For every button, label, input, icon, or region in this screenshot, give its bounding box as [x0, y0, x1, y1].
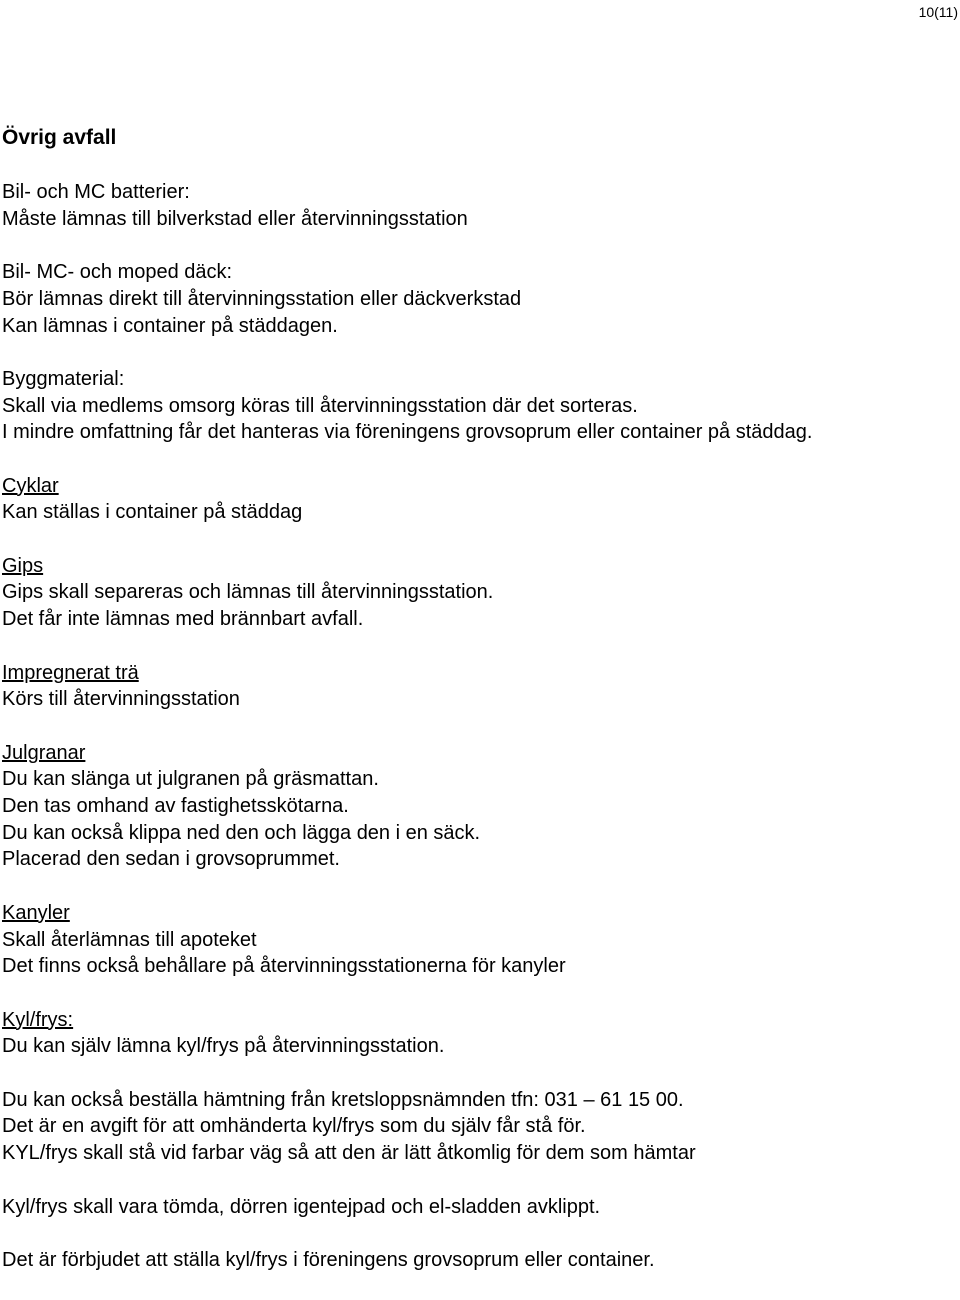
section-heading: Gips — [2, 554, 44, 577]
section — [2, 179, 952, 232]
section-line: Placerad den sedan i grovsoprummet. — [2, 848, 340, 871]
document-body — [2, 124, 952, 1300]
section-line: Du kan också klippa ned den och lägga den i en säck. — [2, 821, 481, 844]
section-line: Du kan slänga ut julgranen på gräsmattan. — [2, 768, 379, 791]
section — [2, 473, 952, 526]
section-line: Det finns också behållare på återvinningsstationerna för kanyler — [2, 955, 566, 978]
section — [2, 1087, 952, 1167]
section-line: Gips skall separeras och lämnas till återvinningsstation. — [2, 581, 494, 604]
section-line: Du kan också beställa hämtning från kretsloppsnämnden tfn: 031 – 61 15 00. — [2, 1088, 684, 1111]
section-line: Skall återlämnas till apoteket — [2, 928, 257, 951]
section-line: Körs till återvinningsstation — [2, 688, 240, 711]
section-heading: Cyklar — [2, 474, 59, 497]
section — [2, 900, 952, 980]
section-line: Du kan själv lämna kyl/frys på återvinningsstation. — [2, 1035, 445, 1058]
section-line: Det är en avgift för att omhänderta kyl/frys som du själv får stå för. — [2, 1115, 586, 1138]
section — [2, 660, 952, 713]
section-line: I mindre omfattning får det hanteras via föreningens grovsoprum eller container på städdag. — [2, 421, 813, 444]
page-number: 10(11) — [918, 4, 958, 20]
section-line: Det får inte lämnas med brännbart avfall. — [2, 608, 364, 631]
section-line: Kan lämnas i container på städdagen. — [2, 314, 338, 337]
section-heading: Kyl/frys: — [2, 1008, 74, 1031]
section-heading: Bil- och MC batterier: — [2, 181, 190, 203]
section — [2, 1247, 952, 1274]
section — [2, 1194, 952, 1221]
section — [2, 740, 952, 874]
document-title: Övrig avfall — [2, 126, 117, 149]
section-line: Bör lämnas direkt till återvinningsstation eller däckverkstad — [2, 287, 522, 310]
sections-container — [2, 179, 952, 1274]
section-heading: Kanyler — [2, 901, 70, 924]
section — [2, 366, 952, 446]
section-heading: Julgranar — [2, 741, 86, 764]
section — [2, 1007, 952, 1060]
section-heading: Bil- MC- och moped däck: — [2, 261, 233, 284]
section — [2, 553, 952, 633]
section-line: KYL/frys skall stå vid farbar väg så att den är lätt åtkomlig för dem som hämtar — [2, 1142, 696, 1165]
section-line: Det är förbjudet att ställa kyl/frys i föreningens grovsoprum eller container. — [2, 1248, 655, 1271]
section-line: Måste lämnas till bilverkstad eller återvinningsstation — [2, 207, 468, 230]
section-line: Den tas omhand av fastighetsskötarna. — [2, 795, 349, 818]
section-line: Skall via medlems omsorg köras till återvinningsstation där det sorteras. — [2, 394, 638, 417]
section-line: Kyl/frys skall vara tömda, dörren igentejpad och el-sladden avklippt. — [2, 1195, 601, 1218]
section-line: Kan ställas i container på städdag — [2, 501, 303, 524]
section — [2, 259, 952, 339]
section-heading: Byggmaterial: — [2, 367, 125, 390]
section-heading: Impregnerat trä — [2, 661, 139, 684]
